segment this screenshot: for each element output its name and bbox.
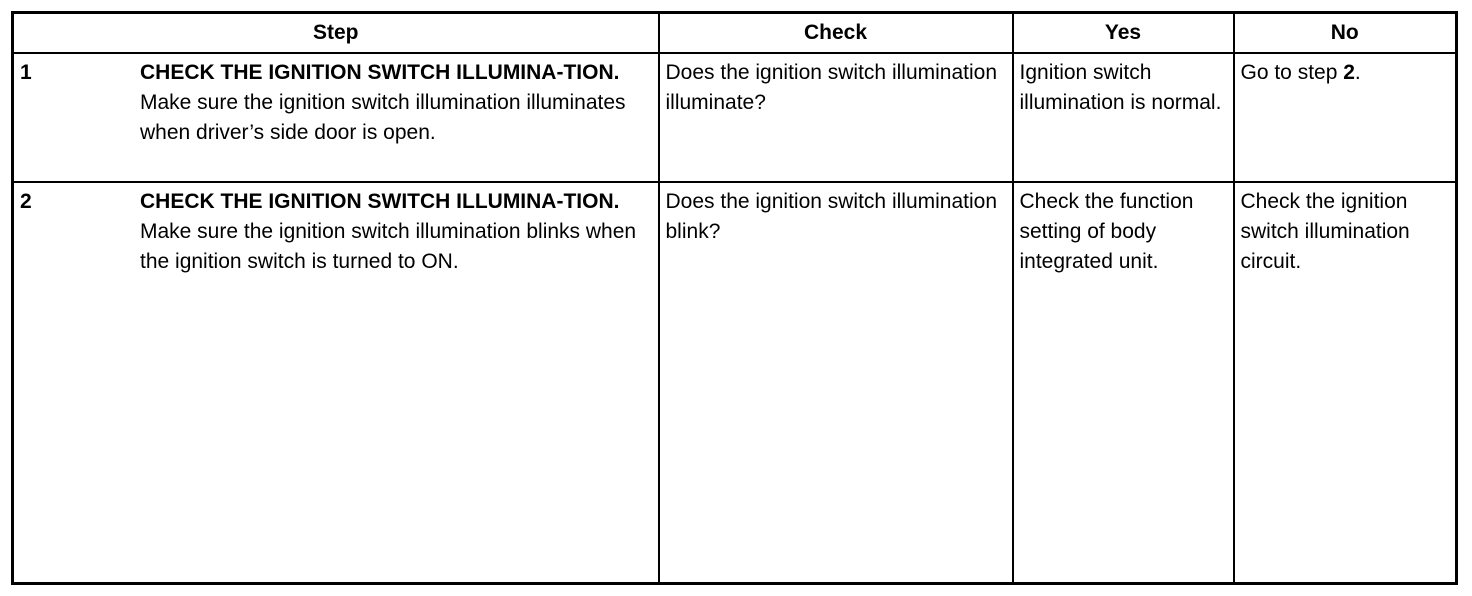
header-row — [13, 13, 1457, 54]
step-description: Make sure the ignition switch illumination illuminates when driver’s side door is open. — [140, 91, 626, 144]
go-to-step-label: Go to step — [1240, 61, 1344, 84]
check-cell: Does the ignition switch illumination blink? — [659, 182, 1013, 584]
yes-cell: Ignition switch illumination is normal. — [1013, 53, 1234, 182]
no-cell: Check the ignition switch illumination circuit. — [1234, 182, 1457, 584]
step-number: 2 — [20, 190, 32, 213]
step-title: CHECK THE IGNITION SWITCH ILLUMINA-TION. — [140, 61, 620, 84]
header-step: Step — [13, 13, 659, 54]
header-no: No — [1234, 13, 1457, 54]
check-cell: Does the ignition switch illumination illuminate? — [659, 53, 1013, 182]
step-title: CHECK THE IGNITION SWITCH ILLUMINA-TION. — [140, 190, 620, 213]
step-cell — [13, 182, 659, 584]
go-to-step-period: . — [1354, 61, 1361, 84]
header-yes: Yes — [1013, 13, 1234, 54]
no-cell — [1234, 53, 1457, 182]
yes-cell: Check the function setting of body integrated unit. — [1013, 182, 1234, 584]
diagnostic-table — [11, 11, 1458, 585]
table-row — [13, 53, 1457, 182]
step-description: Make sure the ignition switch illumination blinks when the ignition switch is turned to ON. — [140, 220, 637, 273]
step-cell — [13, 53, 659, 182]
header-check: Check — [659, 13, 1013, 54]
table-row — [13, 182, 1457, 584]
step-number: 1 — [20, 61, 32, 84]
go-to-step-number: 2 — [1343, 61, 1355, 84]
